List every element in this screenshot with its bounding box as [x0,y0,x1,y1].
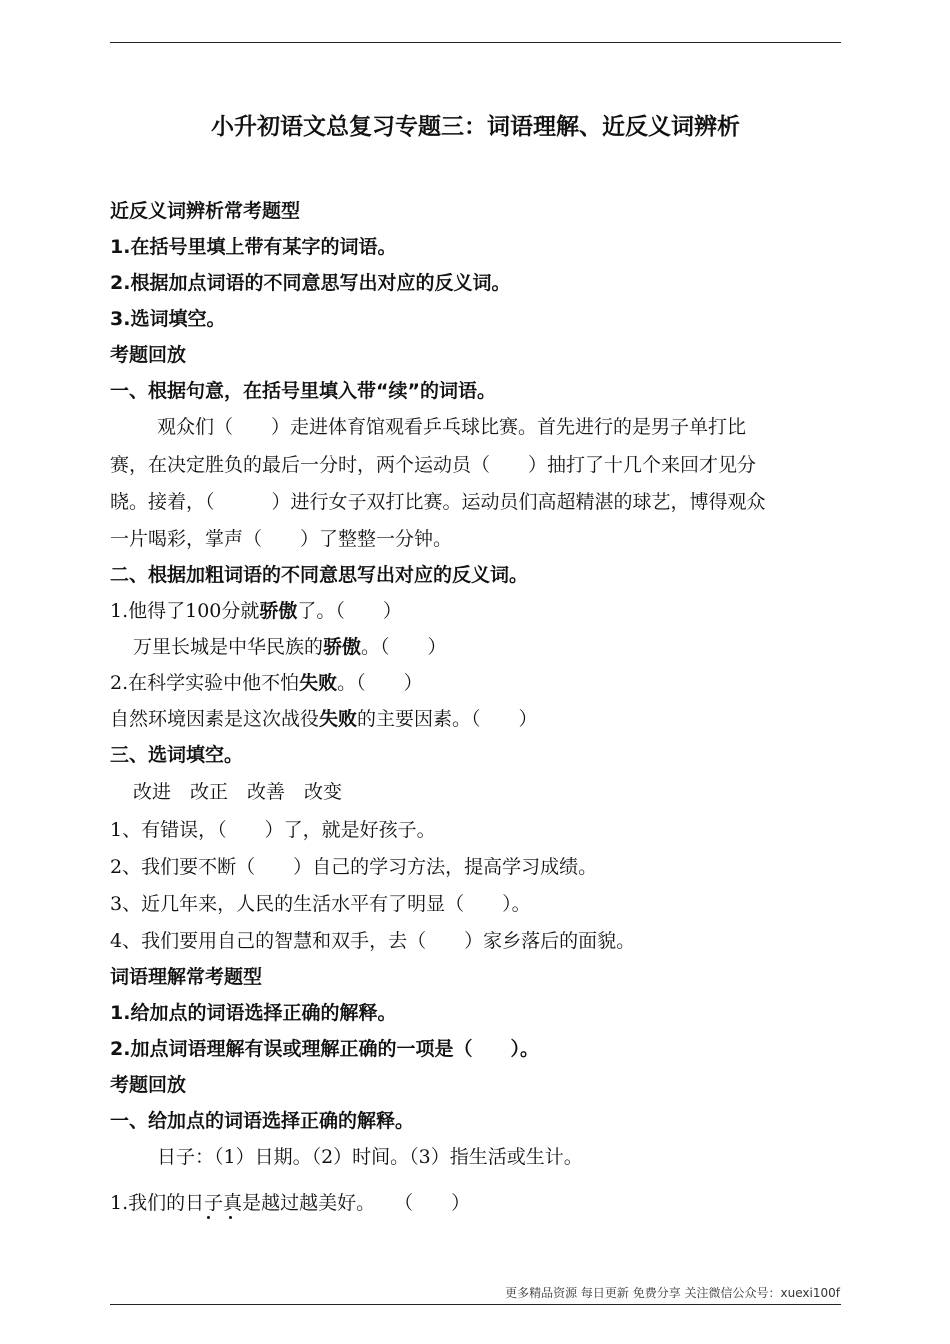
q2-text: 自然环境因素是这次战役 [110,708,320,730]
q2-text: 万里长城是中华民族的 [133,636,324,658]
question-type-2: 2.加点词语理解有误或理解正确的一项是（ ）。 [110,1038,539,1060]
emphasis-dot [229,1216,232,1219]
q2-item [133,632,864,662]
q2-item [110,668,841,698]
emphasis-dot [207,1216,210,1219]
section-heading-synonyms: 近反义词辨析常考题型 [110,200,301,222]
review-heading: 考题回放 [110,344,187,366]
q1-paragraph-line: 晓。接着，（ ）进行女子双打比赛。运动员们高超精湛的球艺，博得观众 [110,491,766,513]
header-rule [110,42,841,43]
question-type-3: 3.选词填空。 [110,308,226,330]
q2-text: 。（ ） [361,636,447,658]
q3-item: 4、我们要用自己的智慧和双手，去（ ）家乡落后的面貌。 [110,930,636,952]
q2-text: 1.他得了100分就 [110,600,260,622]
q2-text: 2.在科学实验中他不怕 [110,672,300,694]
page-title: 小升初语文总复习专题三：词语理解、近反义词辨析 [211,114,740,140]
q3-item: 2、我们要不断（ ）自己的学习方法，提高学习成绩。 [110,856,598,878]
q3-item: 1、有错误，（ ）了，就是好孩子。 [110,819,436,841]
q3-heading: 三、选词填空。 [110,744,244,766]
q3-word-choices: 改进 改正 改善 改变 [133,781,343,803]
review-heading: 考题回放 [110,1074,187,1096]
q2-bold-word: 骄傲 [259,600,298,622]
q2-bold-word: 失败 [319,708,358,730]
s2-q1-heading: 一、给加点的词语选择正确的解释。 [110,1110,415,1132]
q2-text: 的主要因素。（ ） [357,708,538,730]
q1-paragraph-line: 观众们（ ）走进体育馆观看乒乓球比赛。首先进行的是男子单打比 [157,416,747,438]
definition-line: 日子：（1）日期。（2）时间。（3）指生活或生计。 [157,1146,583,1168]
q1-heading: 一、根据句意，在括号里填入带“续”的词语。 [110,380,496,402]
question-type-1: 1.给加点的词语选择正确的解释。 [110,1002,397,1024]
q1-paragraph-line: 赛，在决定胜负的最后一分时，两个运动员（ ）抽打了十几个来回才见分 [110,454,757,476]
footer-rule [110,1304,841,1305]
question-type-2: 2.根据加点词语的不同意思写出对应的反义词。 [110,272,511,294]
q2-text: 。（ ） [337,672,423,694]
q2-text: 了。（ ） [297,600,402,622]
question-type-1: 1.在括号里填上带有某字的词语。 [110,236,397,258]
q2-item [110,704,841,734]
q2-bold-word: 骄傲 [323,636,362,658]
q2-item [110,596,841,626]
footer-note: 更多精品资源 每日更新 免费分享 关注微信公众号：xuexi100f [505,1286,840,1300]
q3-item: 3、近几年来，人民的生活水平有了明显（ ）。 [110,893,531,915]
section-heading-word-understanding: 词语理解常考题型 [110,966,263,988]
q2-heading: 二、根据加粗词语的不同意思写出对应的反义词。 [110,564,529,586]
q1-paragraph-line: 一片喝彩，掌声（ ）了整整一分钟。 [110,528,453,550]
s2-q1-item: 1.我们的日子真是越过越美好。 （ ） [110,1192,471,1214]
q2-bold-word: 失败 [299,672,338,694]
